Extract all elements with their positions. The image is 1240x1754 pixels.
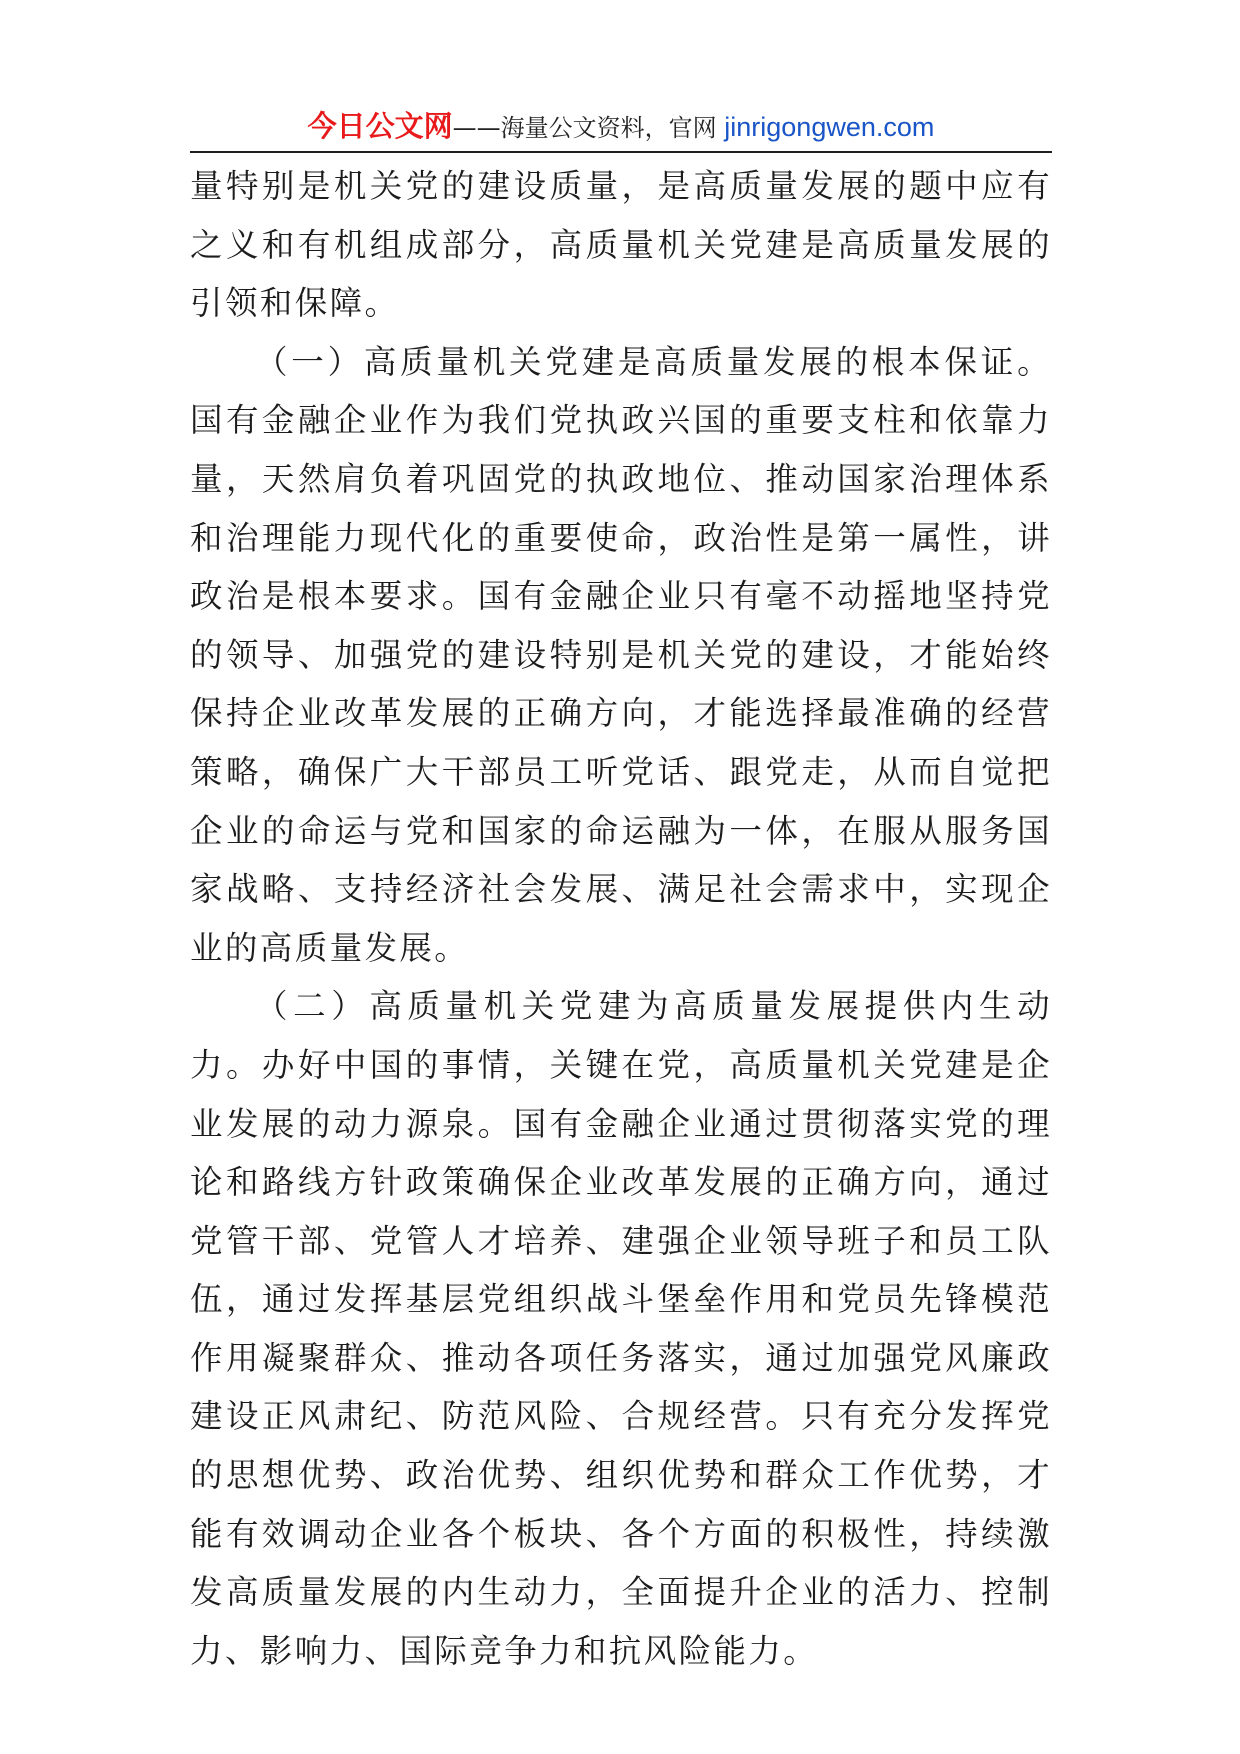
paragraph-section-one: （一）高质量机关党建是高质量发展的根本保证。国有金融企业作为我们党执政兴国的重要支柱和依靠力量，天然肩负着巩固党的执政地位、推动国家治理体系和治理能力现代化的重要使命，政治性是第一属性，讲政治是根本要求。国有金融企业只有毫不动摇地坚持党的领导、加强党的建设特别是机关党的建设，才能始终保持企业改革发展的正确方向，才能选择最准确的经营策略，确保广大干部员工听党话、跟党走，从而自觉把企业的命运与党和国家的命运融为一体，在服从服务国家战略、支持经济社会发展、满足社会需求中，实现企业的高质量发展。 [190, 342, 1052, 967]
page-header [190, 104, 1052, 150]
site-url-link[interactable]: jinrigongwen.com [724, 112, 935, 142]
document-body [190, 157, 1052, 1680]
paragraph-section-two: （二）高质量机关党建为高质量发展提供内生动力。办好中国的事情，关键在党，高质量机关党建是企业发展的动力源泉。国有金融企业通过贯彻落实党的理论和路线方针政策确保企业改革发展的正确方向，通过党管干部、党管人才培养、建强企业领导班子和员工队伍，通过发挥基层党组织战斗堡垒作用和党员先锋模范作用凝聚群众、推动各项任务落实，通过加强党风廉政建设正风肃纪、防范风险、合规经营。只有充分发挥党的思想优势、政治优势、组织优势和群众工作优势，才能有效调动企业各个板块、各个方面的积极性，持续激发高质量发展的内生动力，全面提升企业的活力、控制力、影响力、国际竞争力和抗风险能力。 [190, 987, 1052, 1670]
header-divider [190, 151, 1052, 153]
site-brand-logo: 今日公文网 [307, 109, 453, 143]
paragraph-continuation: 量特别是机关党的建设质量，是高质量发展的题中应有之义和有机组成部分，高质量机关党建是高质量发展的引领和保障。 [190, 167, 1052, 323]
site-tagline: ——海量公文资料，官网 [452, 114, 725, 142]
